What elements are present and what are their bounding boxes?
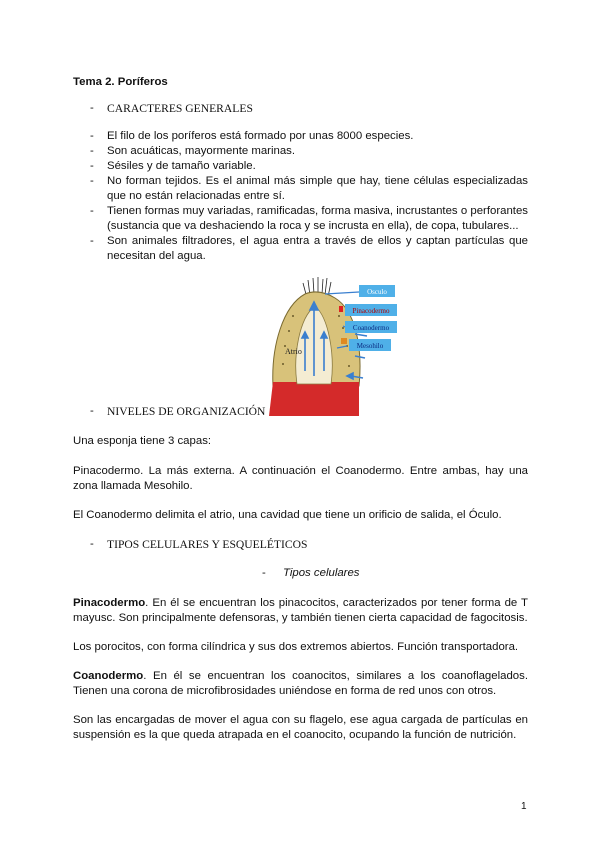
paragraph-pinacodermo	[73, 596, 528, 626]
document-title: Tema 2. Poríferos	[73, 76, 168, 88]
subsection-dash: -	[262, 567, 266, 579]
label-coanodermo: Coanodermo	[352, 324, 390, 332]
bullet-item: Son acuáticas, mayormente marinas.	[107, 145, 296, 157]
section-heading-caracteres: CARACTERES GENERALES	[107, 102, 253, 115]
section-heading-tipos: TIPOS CELULARES Y ESQUELÉTICOS	[107, 538, 308, 551]
label-mesohilo: Mesohilo	[356, 342, 384, 350]
page-number: 1	[521, 801, 527, 812]
paragraph: Son las encargadas de mover el agua con su flagelo, ese agua cargada de partículas en suspensión es la que queda atrapada en el coanocito, ocupando la función de nutrición.	[73, 714, 528, 741]
label-osculo: Osculo	[367, 288, 387, 296]
section-dash: -	[90, 102, 94, 114]
label-atrio: Atrio	[285, 347, 302, 356]
paragraph-text: . En él se encuentran los pinacocitos, caracterizados por tener forma de T mayusc. Son principalmente defensoras, y también tienen cierta capacidad de fagocitosis.	[73, 597, 528, 624]
sponge-diagram	[263, 276, 399, 416]
bullet-dash: -	[90, 205, 94, 217]
paragraph: Una esponja tiene 3 capas:	[73, 435, 212, 447]
bullet-item: El filo de los poríferos está formado por unas 8000 especies.	[107, 130, 414, 142]
bullet-dash: -	[90, 160, 94, 172]
paragraph-coanodermo	[73, 669, 528, 699]
section-dash: -	[90, 538, 94, 550]
bullet-item: Tienen formas muy variadas, ramificadas, forma masiva, incrustantes o perforantes (sustancia que va deshaciendo la roca y se incrusta en ella), de copa, tubulares...	[107, 205, 528, 232]
bullet-item: Son animales filtradores, el agua entra a través de ellos y captan partículas que necesitan del agua.	[107, 235, 528, 262]
bullet-dash: -	[90, 175, 94, 187]
bullet-item: Sésiles y de tamaño variable.	[107, 160, 256, 172]
bullet-dash: -	[90, 130, 94, 142]
section-heading-niveles: NIVELES DE ORGANIZACIÓN	[107, 405, 266, 418]
label-pinacodermo: Pinacodermo	[352, 307, 390, 315]
paragraph: El Coanodermo delimita el atrio, una cavidad que tiene un orificio de salida, el Óculo.	[73, 509, 502, 521]
paragraph: Pinacodermo. La más externa. A continuación el Coanodermo. Entre ambas, hay una zona llamada Mesohilo.	[73, 465, 528, 492]
subsection-heading: Tipos celulares	[283, 567, 360, 579]
bullet-item: No forman tejidos. Es el animal más simple que hay, tiene células especializadas que no están relacionadas entre sí.	[107, 175, 528, 202]
paragraph-text: . En él se encuentran los coanocitos, similares a los coanoflagelados. Tienen una corona de microfibrosidades uniéndose en forma de red unos con otros.	[73, 670, 528, 697]
term-coanodermo: Coanodermo	[73, 670, 144, 682]
section-dash: -	[90, 405, 94, 417]
bullet-dash: -	[90, 235, 94, 247]
paragraph: Los porocitos, con forma cilíndrica y sus dos extremos abiertos. Función transportadora.	[73, 641, 519, 653]
bullet-dash: -	[90, 145, 94, 157]
term-pinacodermo: Pinacodermo	[73, 597, 146, 609]
